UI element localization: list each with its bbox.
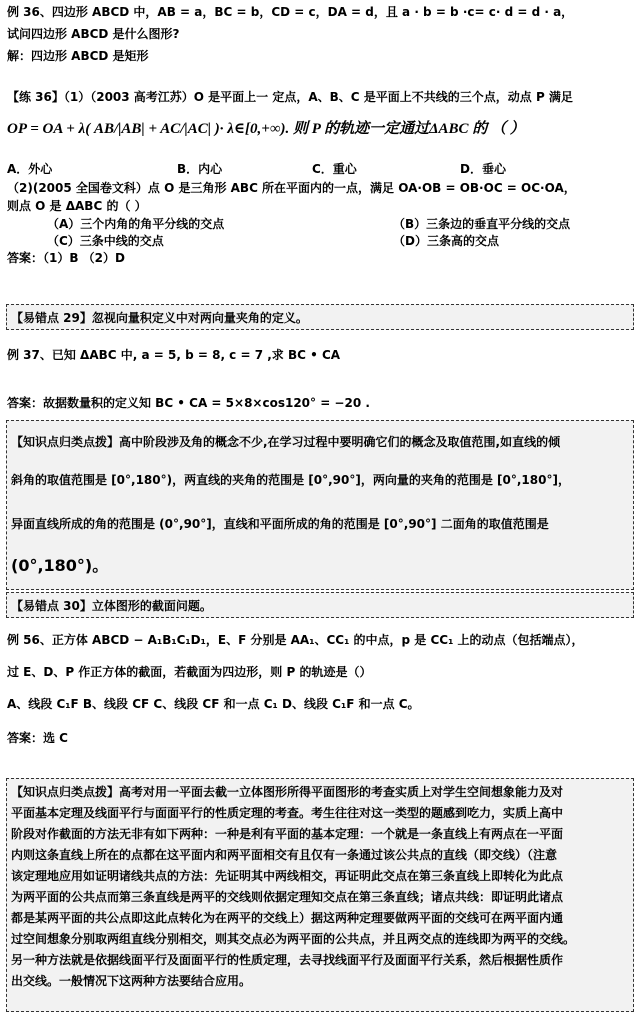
error-point-30-box <box>6 592 634 618</box>
practice-36-part2-options-row2 <box>7 232 634 249</box>
knowledge-point-2-line-2: 平面基本定理及线面平行与面面平行的性质定理的考查。考生往往对这一类型的题感到吃力，实质上高中 <box>11 806 564 820</box>
knowledge-point-2-line-6: 为两平面的公共点而第三条直线是两平的交线则依据定理知交点在第三条直线；诸点共线：即证明此诸点 <box>11 890 564 904</box>
example-36-line-1: 例 36、四边形 ABCD 中，AB = a，BC = b，CD = c，DA = d，且 a · b = b ·c= c· d = d · a， <box>7 5 574 19</box>
option-b: B．内心 <box>177 162 223 176</box>
example-36-solution: 解：四边形 ABCD 是矩形 <box>7 49 149 63</box>
example-56 <box>7 628 634 750</box>
knowledge-point-2-line-10: 出交线。一般情况下这两种方法要结合应用。 <box>11 974 252 988</box>
example-56-line-1: 例 56、正方体 ABCD − A₁B₁C₁D₁，E、F 分别是 AA₁、CC₁ 的中点，p 是 CC₁ 上的动点（包括端点）， <box>7 633 584 647</box>
example-36-line-2: 试问四边形 ABCD 是什么图形? <box>7 27 180 41</box>
example-56-line-2: 过 E、D、P 作正方体的截面，若截面为四边形，则 P 的轨迹是（） <box>7 665 372 679</box>
knowledge-point-2-line-7: 都是某两平面的共公点即这此点转化为在两平的交线上）据这两种定理要做两平面的交线可在两平面内通 <box>11 911 564 925</box>
knowledge-point-1-line-3: 异面直线所成的角的范围是 (0°,90°]，直线和平面所成的角的范围是 [0°,90°] 二面角的取值范围是 <box>11 517 549 531</box>
example-37-answer: 答案：故据数量积的定义知 BC • CA = 5×8×cos120° = −20 . <box>7 396 370 410</box>
practice-36-part2-question: 则点 O 是 ΔABC 的（ ） <box>7 199 147 213</box>
example-37 <box>7 343 634 415</box>
practice-36-part2-intro: （2)(2005 全国卷文科）点 O 是三角形 ABC 所在平面内的一点，满足 OA·OB = OB·OC = OC·OA， <box>7 181 576 195</box>
practice-36 <box>7 88 634 267</box>
knowledge-point-1-line-1: 【知识点归类点拨】高中阶段涉及角的概念不少,在学习过程中要明确它们的概念及取值范围,如直线的倾 <box>11 435 561 449</box>
example-37-question: 例 37、已知 ΔABC 中, a = 5, b = 8, c = 7 ,求 BC • CA <box>7 348 341 362</box>
knowledge-point-2-line-4: 内则这条直线上所在的点都在这平面内和两平面相交有且仅有一条通过该公共点的直线（即交线）（注意 <box>11 848 558 862</box>
error-point-29-box <box>6 304 634 330</box>
option-2a: （A）三个内角的角平分线的交点 <box>47 217 225 231</box>
knowledge-point-1-line-2: 斜角的取值范围是 [0°,180°)，两直线的夹角的范围是 [0°,90°]，两向量的夹角的范围是 [0°,180°]， <box>11 473 570 487</box>
knowledge-point-1-line-4: (0°,180°)。 <box>11 556 109 575</box>
option-a: A．外心 <box>7 162 53 176</box>
example-56-answer: 答案：选 C <box>7 731 68 745</box>
knowledge-point-2-line-3: 阶段对作截面的方法无非有如下两种：一种是利有平面的基本定理：一个就是一条直线上有两点在一平面 <box>11 827 564 841</box>
knowledge-point-2-box <box>6 778 634 1012</box>
knowledge-point-2-line-5: 该定理地应用如证明诸线共点的方法：先证明其中两线相交，再证明此交点在第三条直线上即转化为此点 <box>11 869 564 883</box>
example-36 <box>7 3 634 65</box>
knowledge-point-2-line-9: 另一种方法就是依据线面平行及面面平行的性质定理，去寻找线面平行及面面平行关系，然后根据性质作 <box>11 953 564 967</box>
practice-36-part1-options <box>7 160 634 177</box>
option-2b: （B）三条边的垂直平分线的交点 <box>393 217 571 231</box>
practice-36-part2-options-row1 <box>7 215 634 232</box>
error-point-30-text: 【易错点 30】立体图形的截面问题。 <box>11 599 212 613</box>
practice-36-part1-intro: 【练 36】（1）（2003 高考江苏）O 是平面上一 定点，A、B、C 是平面上不共线的三个点，动点 P 满足 <box>7 90 573 104</box>
practice-36-formula: OP = OA + λ( AB/|AB| + AC/|AC| )· λ∈[0,+∞). 则 P 的轨迹一定通过ΔABC 的 （ ） <box>7 121 525 137</box>
practice-36-answer: 答案：（1）B （2）D <box>7 251 125 265</box>
option-d: D．垂心 <box>460 162 506 176</box>
knowledge-point-1-box <box>6 420 634 590</box>
option-2d: （D）三条高的交点 <box>393 234 499 248</box>
option-2c: （C）三条中线的交点 <box>47 234 164 248</box>
knowledge-point-2-line-8: 过空间想象分别取两组直线分别相交，则其交点必为两平面的公共点，并且两交点的连线即为两平的交线。 <box>11 932 576 946</box>
knowledge-point-2-line-1: 【知识点归类点拨】高考对用一平面去截一立体图形所得平面图形的考查实质上对学生空间想象能力及对 <box>11 785 564 799</box>
example-56-line-3: A、线段 C₁F B、线段 CF C、线段 CF 和一点 C₁ D、线段 C₁F 和一点 C。 <box>7 697 420 711</box>
error-point-29-text: 【易错点 29】忽视向量积定义中对两向量夹角的定义。 <box>11 311 308 325</box>
option-c: C．重心 <box>312 162 357 176</box>
